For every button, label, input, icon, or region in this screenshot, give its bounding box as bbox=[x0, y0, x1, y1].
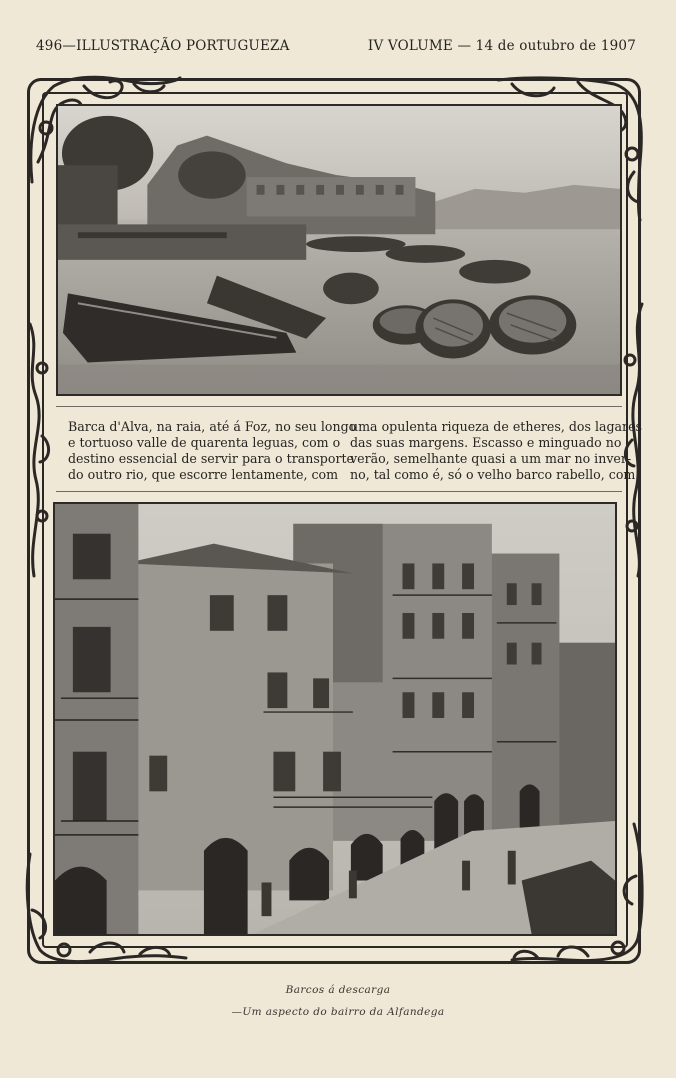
text-line: do outro rio, que escorre lentamente, com bbox=[68, 467, 339, 482]
side-ornament-right bbox=[620, 300, 652, 580]
text-column-right bbox=[350, 419, 642, 483]
header-separator-right: — bbox=[457, 38, 472, 54]
publication-title: ILLUSTRAÇÃO PORTUGUEZA bbox=[76, 38, 290, 54]
issue-date: 14 de outubro de 1907 bbox=[475, 38, 636, 54]
photo-river-barges bbox=[56, 104, 622, 396]
text-line: Barca d'Alva, na raia, até á Foz, no seu longo bbox=[68, 419, 357, 434]
page-header bbox=[36, 38, 636, 58]
photo-caption-1: Barcos á descarga bbox=[285, 984, 391, 996]
side-ornament-left bbox=[22, 320, 56, 580]
text-line: das suas margens. Escasso e minguado no bbox=[350, 435, 622, 450]
header-left bbox=[36, 38, 290, 54]
text-column-left bbox=[68, 419, 357, 483]
header-separator: — bbox=[62, 38, 77, 54]
header-right bbox=[368, 38, 636, 54]
photo-caption-2: —Um aspecto do bairro da Alfandega bbox=[231, 1006, 445, 1018]
photo-alfandega-street bbox=[53, 502, 617, 936]
volume-label: IV VOLUME bbox=[367, 38, 453, 54]
text-line: destino essencial de servir para o transporte bbox=[68, 451, 354, 466]
text-line: e tortuoso valle de quarenta leguas, com o bbox=[68, 435, 341, 450]
text-line: verão, semelhante quasi a um mar no inver- bbox=[350, 451, 632, 466]
article-text bbox=[56, 406, 642, 492]
text-line: uma opulenta riqueza de etheres, dos lagares bbox=[350, 419, 642, 434]
page-number: 496 bbox=[36, 38, 63, 54]
text-line: no, tal como é, só o velho barco rabello, com bbox=[350, 467, 636, 482]
